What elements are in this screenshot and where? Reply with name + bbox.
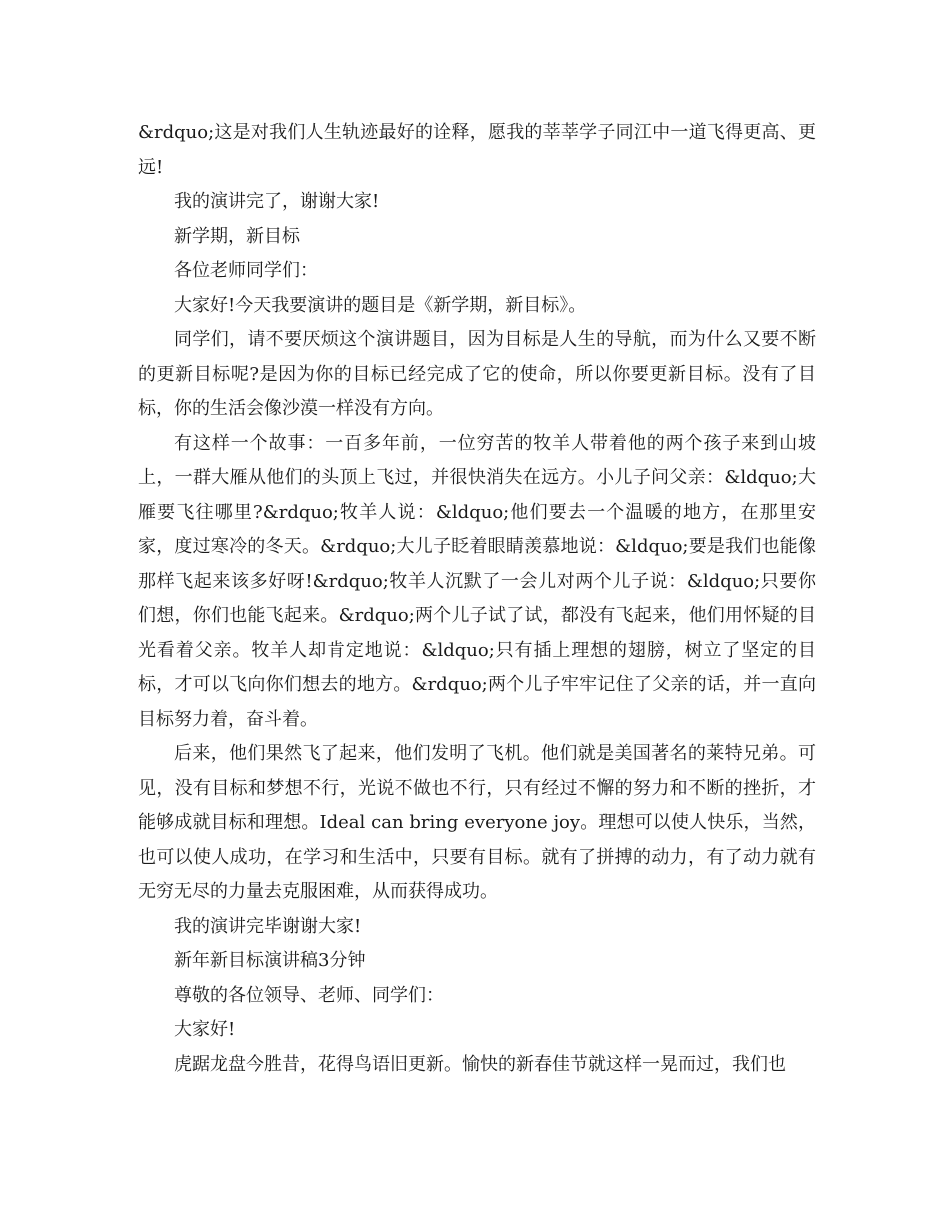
paragraph-greeting-1: 大家好!今天我要演讲的题目是《新学期，新目标》。: [174, 294, 587, 316]
paragraph-2: 我的演讲完了，谢谢大家!: [174, 191, 380, 212]
paragraph-1: &rdquo;这是对我们人生轨迹最好的诠释，愿我的莘莘学子同江中一道飞得更高、更远!: [138, 122, 816, 178]
paragraph-goal-navigation: 同学们，请不要厌烦这个演讲题目，因为目标是人生的导航，而为什么又要不断的更新目标呢?是因为你的目标已经完成了它的使命，所以你要更新目标。没有了目标，你的生活会像沙漠一样没有方向。: [138, 329, 816, 419]
section-heading-new-semester: 新学期，新目标: [174, 225, 300, 247]
paragraph-new-year-opening: 虎踞龙盘今胜昔，花得鸟语旧更新。愉快的新春佳节就这样一晃而过，我们也: [174, 1053, 786, 1075]
salutation-1: 各位老师同学们：: [174, 260, 318, 281]
paragraph-wright-brothers: 后来，他们果然飞了起来，他们发明了飞机。他们就是美国著名的莱特兄弟。可见，没有目标和梦想不行，光说不做也不行，只有经过不懈的努力和不断的挫折，才能够成就目标和理想。Ideal can bring everyone joy。理想可以使人快乐，当然，也可以使人成功，在学习和生活中，只要有目标。就有了拼搏的动力，有了动力就有无穷无尽的力量去克服困难，从而获得成功。: [138, 743, 816, 902]
salutation-2: 尊敬的各位领导、老师、同学们：: [174, 984, 444, 1006]
paragraph-shepherd-story: 有这样一个故事：一百多年前，一位穷苦的牧羊人带着他的两个孩子来到山坡上，一群大雁从他们的头顶上飞过，并很快消失在远方。小儿子问父亲：&ldquo;大雁要飞往哪里?&rdquo;牧羊人说：&ldquo;他们要去一个温暖的地方，在那里安家，度过寒冷的冬天。&rdquo;大儿子眨着眼睛羡慕地说：&ldquo;要是我们也能像那样飞起来该多好呀!&rdquo;牧羊人沉默了一会儿对两个儿子说：&ldquo;只要你们想，你们也能飞起来。&rdquo;两个儿子试了试，都没有飞起来，他们用怀疑的目光看着父亲。牧羊人却肯定地说：&ldquo;只有插上理想的翅膀，树立了坚定的目标，才可以飞向你们想去的地方。&rdquo;两个儿子牢牢记住了父亲的话，并一直向目标努力着，奋斗着。: [138, 432, 816, 730]
paragraph-closing-1: 我的演讲完毕谢谢大家!: [174, 915, 362, 937]
document-body: [138, 116, 816, 1082]
paragraph-greeting-2: 大家好!: [174, 1019, 236, 1040]
section-heading-new-year: 新年新目标演讲稿3分钟: [174, 950, 366, 971]
